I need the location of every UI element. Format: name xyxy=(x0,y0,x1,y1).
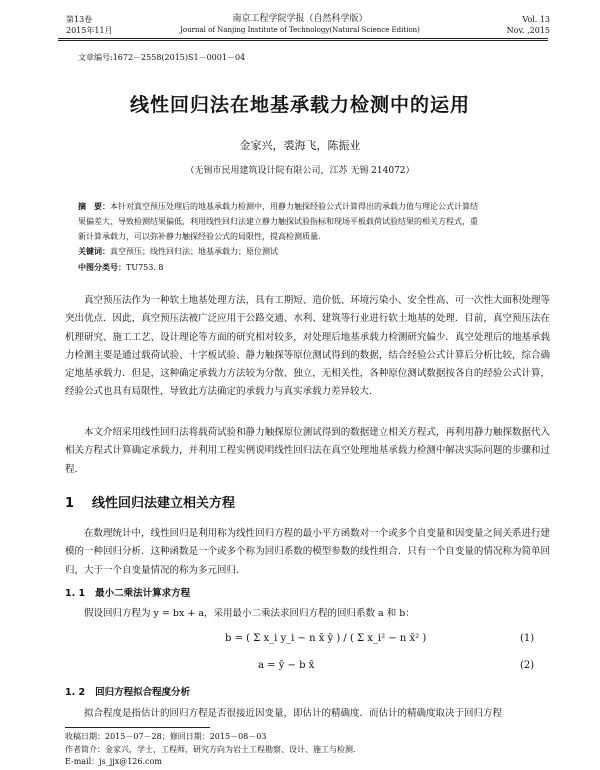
abstract-line: 果偏差大、导致检测结果偏低，利用线性回归法建立静力触探试验指标和现场平板载荷试验结果的相关方程式，重 xyxy=(78,217,478,226)
authors: 金家兴，裘海飞，陈振业 xyxy=(239,139,361,152)
subsection-number: 1. 1 xyxy=(65,588,86,599)
section-paragraph: 在数理统计中，线性回归是利用称为线性回归方程的最小平方函数对一个或多个自变量和因变量之间关系进行建模的一种回归分析．这种函数是一个或多个称为回归系数的模型参数的线性组合．只有一个自变量的情况称为简单回归，大于一个自变量情况的称为多元回归. xyxy=(65,528,550,576)
equation-1 xyxy=(225,633,426,644)
section-heading xyxy=(65,492,235,511)
subsection-heading xyxy=(65,684,190,698)
footnote-received: 收稿日期：2015－07－28；修回日期：2015－08－03 xyxy=(65,732,267,741)
footnote-author: 作者简介：金家兴，学士，工程师，研究方向为岩土工程勘察、设计、施工与检测． xyxy=(65,745,361,754)
section-number: 1 xyxy=(65,496,75,511)
header-journal-title: 南京工程学院学报（自然科学版） xyxy=(232,14,368,24)
footnote-rule xyxy=(65,727,210,728)
subsection-heading xyxy=(65,585,190,599)
equation-body: ( Σ x_i y_i − n x̄ ȳ ) / ( Σ x_i² − n x̄² ) xyxy=(246,633,427,644)
abstract-line: 本针对真空预压处理后的地基承载力检测中，用静力触探经验公式计算得出的承载力值与理论公式计算结 xyxy=(110,202,478,211)
abstract xyxy=(78,199,548,244)
intro-paragraph: 真空预压法作为一种软土地基处理方法，具有工期短、造价低、环境污染小、安全性高、可一次性大面积处理等突出优点．因此，真空预压法被广泛应用于公路交通、水利、建筑等行业进行软土地基的处理．目前，真空预压法在机理研究、施工工艺、设计理论等方面的研究相对较多，对处理后地基承载力检测研究偏少．真空处理后的地基承载力检测主要是通过载荷试验、十字板试验、静力触探等原位测试得到的数据，结合经验公式计算后分析比较，综合确定地基承载力．但是，这种确定承载力方法较为分散、独立，无相关性，各种原位测试数据按各自的经验公式计算，经验公式也具有局限性，导致此方法确定的承载力与真实承载力差异较大. xyxy=(65,295,550,398)
header-journal-english: Journal of Nanjing Institute of Technology(Natural Science Edition) xyxy=(180,26,420,34)
footnote-email: E-mail：js_jjx@126.com xyxy=(65,757,162,766)
paper-title: 线性回归法在地基承载力检测中的运用 xyxy=(129,94,470,116)
subsection-title: 回归方程拟合程度分析 xyxy=(95,687,191,698)
abstract-line: 新计算承载力，可以弥补静力触探经验公式的局限性，提高检测质量. xyxy=(78,232,321,241)
header-vol-en: Vol. 13 xyxy=(522,15,550,24)
keywords-label: 关键词： xyxy=(78,247,110,256)
keywords xyxy=(78,246,548,258)
equation-number: (1) xyxy=(520,633,535,644)
header-rule-2 xyxy=(58,40,548,41)
intro-paragraph: 本文介绍采用线性回归法将载荷试验和静力触探原位测试得到的数据建立相关方程式，再利用静力触探数据代入相关方程式计算确定承载力，并利用工程实例说明线性回归法在真空处理地基承载力检测中解决实际问题的步骤和过程. xyxy=(65,427,550,475)
article-number: 文章编号:1672－2558(2015)S1－0001－04 xyxy=(78,53,246,62)
subsection-paragraph: 拟合程度是指估计的回归方程是否很接近因变量，即估计的精确度．而估计的精确度取决于回归方程 xyxy=(84,708,503,719)
subsection-title: 最小二乘法计算求方程 xyxy=(95,588,191,599)
affiliation: （无锡市民用建筑设计院有限公司，江苏 无锡 214072） xyxy=(185,166,415,176)
header-volume: 第13卷 xyxy=(66,15,93,24)
keywords-text: 真空预压；线性回归法；地基承载力；原位测试 xyxy=(110,247,278,256)
subsection-paragraph: 假设回归方程为 y = bx + a，采用最小二乘法求回归方程的回归系数 a 和 b： xyxy=(84,608,415,619)
abstract-label: 摘 要： xyxy=(78,202,110,211)
header-date: 2015年11月 xyxy=(66,26,113,35)
section-title: 线性回归法建立相关方程 xyxy=(92,496,236,511)
equation-number: (2) xyxy=(520,660,535,671)
clc-text: TU753. 8 xyxy=(126,263,164,272)
clc-label: 中图分类号： xyxy=(78,263,126,272)
equation-2: a = ȳ − b x̄ xyxy=(258,660,315,671)
subsection-number: 1. 2 xyxy=(65,687,86,698)
header-date-en: Nov. ,2015 xyxy=(506,26,550,35)
header-rule xyxy=(58,38,548,39)
equation-lhs: b = xyxy=(225,633,247,644)
clc-number xyxy=(78,262,548,274)
